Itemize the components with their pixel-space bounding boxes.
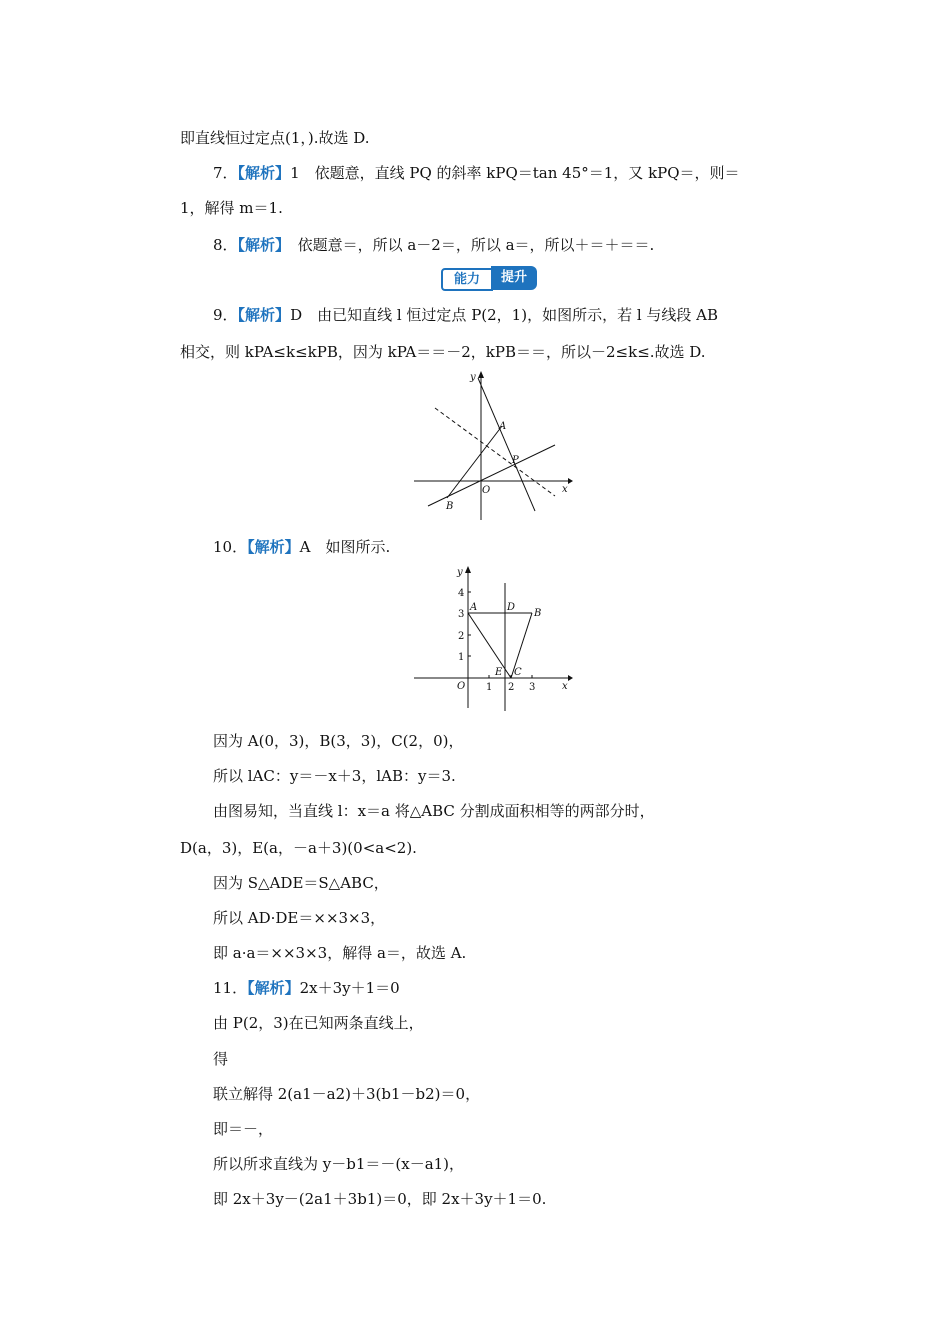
text-line: 因为 A(0，3)，B(3，3)，C(2，0)， <box>213 732 464 750</box>
y-arrow <box>465 566 471 573</box>
label-o: O <box>457 681 466 692</box>
analysis-tag: 【解析】 <box>237 306 291 324</box>
analysis-tag: 【解析】 <box>247 538 300 556</box>
text-line: 1，解得 m＝1. <box>180 199 283 217</box>
line-pb <box>428 445 555 506</box>
label-d: D <box>507 602 516 613</box>
tick-label-y2: 2 <box>458 631 465 642</box>
answer-8: 8．【解析】 依题意＝，所以 a－2＝，所以 a＝，所以＋＝＋＝＝. <box>213 236 655 254</box>
text-line: 即 a·a＝××3×3，解得 a＝，故选 A. <box>213 944 467 962</box>
ability-banner <box>441 266 537 290</box>
label-e: E <box>495 667 503 678</box>
text-line: 所以所求直线为 y－b1＝－(x－a1)， <box>213 1155 465 1173</box>
text-line: 由图易知，当直线 l：x＝a 将△ABC 分割成面积相等的两部分时， <box>213 802 655 820</box>
label-o: O <box>482 485 491 496</box>
x-arrow <box>568 675 573 681</box>
analysis-tag: 【解析】 <box>237 164 291 182</box>
label-y: y <box>457 567 463 578</box>
y-arrow <box>478 371 484 378</box>
text-line: 相交，则 kPA≤k≤kPB，因为 kPA＝＝－2，kPB＝＝，所以－2≤k≤.故选 D. <box>180 343 706 361</box>
answer-11: 11．【解析】2x＋3y＋1＝0 <box>213 979 400 997</box>
text-line: 即 2x＋3y－(2a1＋3b1)＝0，即 2x＋3y＋1＝0. <box>213 1190 547 1208</box>
answer-9: 9．【解析】D 由已知直线 l 恒过定点 P(2，1)，如图所示，若 l 与线段 AB <box>213 306 719 324</box>
label-p: P <box>512 455 519 466</box>
text-line: 即＝－， <box>213 1120 274 1138</box>
dashed-line <box>435 408 555 496</box>
answer-7: 7．【解析】1 依题意，直线 PQ 的斜率 kPQ＝tan 45°＝1，又 kPQ＝，则＝ <box>213 164 740 182</box>
answer-10: 10．【解析】A 如图所示. <box>213 538 391 556</box>
text-line: 所以 AD·DE＝××3×3， <box>213 909 386 927</box>
text-line: 即直线恒过定点(1，).故选 D. <box>180 129 370 147</box>
label-b: B <box>534 608 542 619</box>
banner-left: 能力 <box>441 268 493 291</box>
analysis-tag: 【解析】 <box>247 979 300 997</box>
analysis-tag: 【解析】 <box>237 236 283 254</box>
text-line: 联立解得 2(a1－a2)＋3(b1－b2)＝0， <box>213 1085 481 1103</box>
tick-label-x2: 2 <box>508 682 515 693</box>
label-x: x <box>562 681 568 692</box>
label-y: y <box>470 372 476 383</box>
text-line: D(a，3)，E(a，－a＋3)(0<a<2). <box>180 839 417 857</box>
text-line: 得 <box>213 1050 229 1068</box>
x-arrow <box>568 478 573 484</box>
text-line: 因为 S△ADE＝S△ABC， <box>213 874 389 892</box>
banner-right: 提升 <box>491 266 537 290</box>
text-line: 由 P(2，3)在已知两条直线上， <box>213 1014 424 1032</box>
tick-label-x1: 1 <box>486 682 493 693</box>
text-line: 所以 lAC：y＝－x＋3，lAB：y＝3. <box>213 767 456 785</box>
tick-label-y1: 1 <box>458 652 465 663</box>
tick-label-y4: 4 <box>458 588 465 599</box>
label-c: C <box>514 667 522 678</box>
label-a: A <box>470 602 478 613</box>
figure-2 <box>410 563 575 713</box>
label-x: x <box>562 484 568 495</box>
figure-1 <box>410 368 575 523</box>
line-ba <box>447 426 502 498</box>
tick-label-y3: 3 <box>458 609 465 620</box>
label-a: A <box>499 421 507 432</box>
label-b: B <box>446 501 454 512</box>
tick-label-x3: 3 <box>529 682 536 693</box>
